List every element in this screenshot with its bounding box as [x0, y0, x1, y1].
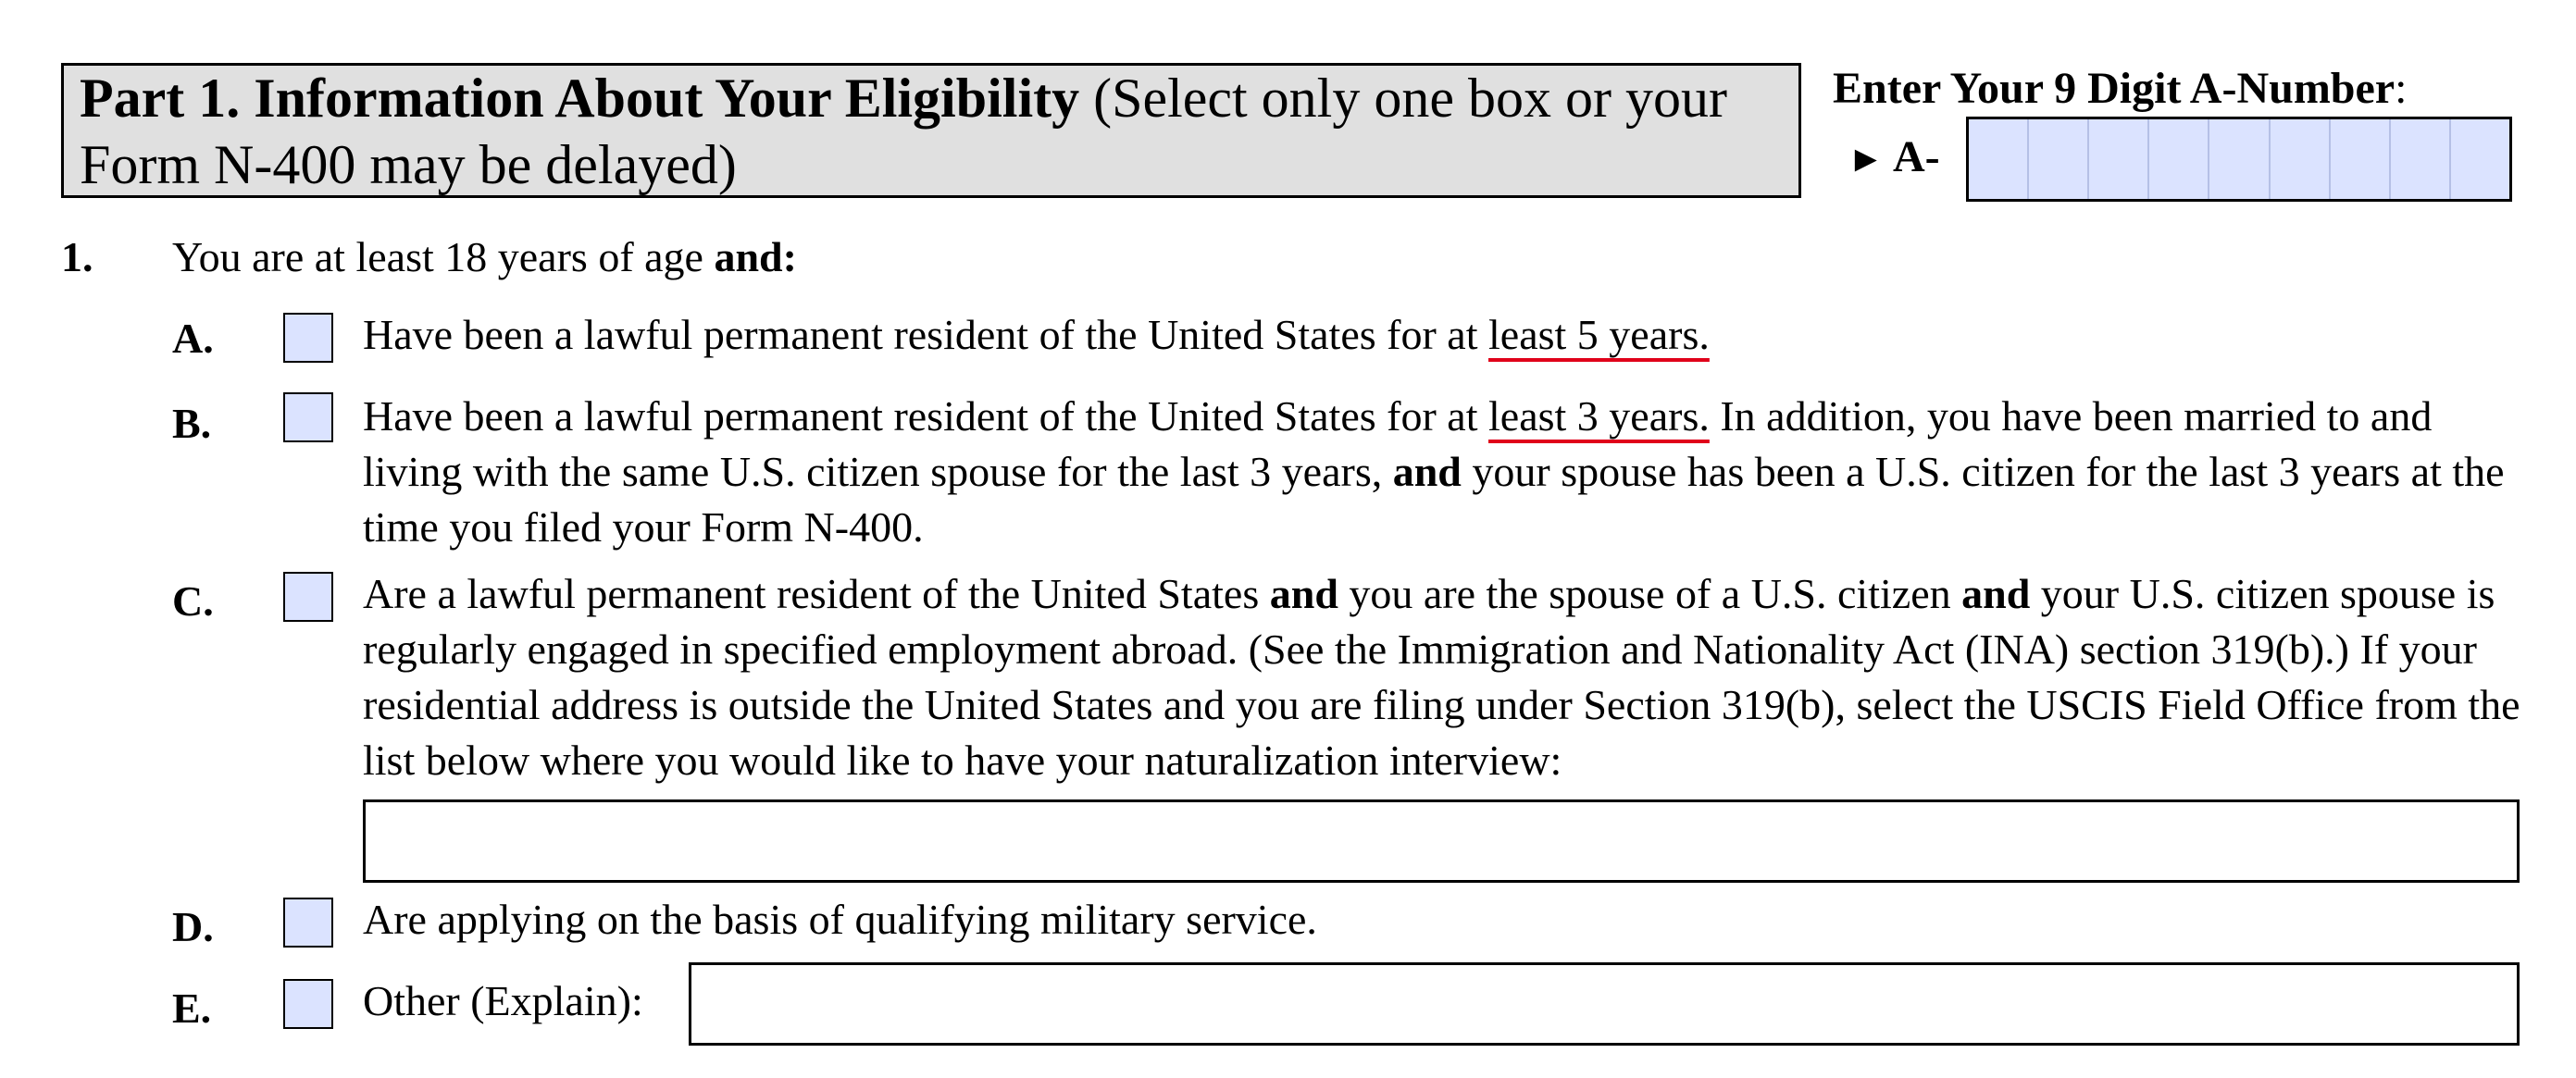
a-number-digit-cell[interactable]: [2089, 119, 2149, 199]
option-d-checkbox[interactable]: [283, 898, 333, 948]
option-c-text: [363, 566, 2538, 788]
a-number-input[interactable]: [1966, 117, 2512, 202]
option-c-text-3: your U.S. citizen spouse is regularly engaged in specified employment abroad. (See the Immigration and Nationality Act (INA) section 319(b).) If your residential address is outside the United States and you are filing under Section 319(b), select the USCIS Field Office from the list below where you would like to have your naturalization interview:: [363, 570, 2520, 784]
option-a-text-underlined: least 5 years.: [1488, 311, 1710, 358]
option-d-text: Are applying on the basis of qualifying military service.: [363, 896, 1317, 943]
a-number-label-bold: Enter Your 9 Digit A-Number: [1833, 64, 2396, 113]
arrow-right-icon: ►: [1848, 138, 1885, 180]
option-b-text-cont-2: your spouse has been a U.S. citizen for the last 3 years at the time you filed your Form N-400.: [363, 448, 2505, 551]
option-c-bold-2: and: [1961, 570, 2031, 617]
field-office-select[interactable]: [363, 799, 2520, 883]
a-number-label-colon: :: [2395, 64, 2408, 113]
option-e-text: Other (Explain):: [363, 977, 643, 1024]
option-a-checkbox[interactable]: [283, 313, 333, 363]
a-number-digit-cell[interactable]: [1969, 119, 2029, 199]
option-b-text-bold: and: [1392, 448, 1462, 495]
a-number-digit-cell[interactable]: [2271, 119, 2331, 199]
a-number-digit-cell[interactable]: [2331, 119, 2391, 199]
part-title-instruction: (Select only one box or your Form N-400 may be delayed): [80, 68, 1727, 195]
option-b-text-cont-1: In addition, you have been married to and living with the same U.S. citizen spouse for the last 3 years,: [363, 392, 2433, 495]
a-number-digit-cell[interactable]: [2391, 119, 2451, 199]
option-b-text: [363, 389, 2538, 555]
option-b-letter: B.: [172, 400, 212, 447]
a-number-digit-cell[interactable]: [2029, 119, 2089, 199]
option-c-text-1: Are a lawful permanent resident of the United States: [363, 570, 1270, 617]
option-b-text-main: Have been a lawful permanent resident of the United States for at: [363, 392, 1488, 440]
option-a-text: [363, 307, 2538, 363]
a-number-digit-cell[interactable]: [2149, 119, 2209, 199]
a-number-prefix-text: A-: [1892, 132, 1940, 181]
option-c-letter: C.: [172, 577, 214, 625]
option-e-checkbox[interactable]: [283, 979, 333, 1029]
a-number-prefix: [1848, 130, 1940, 187]
option-a-text-main: Have been a lawful permanent resident of the United States for at: [363, 311, 1488, 358]
option-d-letter: D.: [172, 903, 214, 950]
other-explain-input[interactable]: [689, 962, 2520, 1046]
option-c-text-2: you are the spouse of a U.S. citizen: [1338, 570, 1962, 617]
option-c-bold-1: and: [1269, 570, 1338, 617]
question-intro-bold: and:: [714, 233, 797, 280]
a-number-digit-cell[interactable]: [2209, 119, 2270, 199]
option-b-checkbox[interactable]: [283, 392, 333, 442]
option-c-checkbox[interactable]: [283, 572, 333, 622]
option-a-letter: A.: [172, 315, 214, 362]
question-intro-text: You are at least 18 years of age: [172, 233, 715, 280]
a-number-label: [1833, 61, 2407, 117]
a-number-digit-cell[interactable]: [2451, 119, 2509, 199]
option-b-text-underlined: least 3 years.: [1488, 392, 1710, 440]
part-title: [80, 65, 1783, 198]
question-number: 1.: [61, 233, 93, 280]
part-title-bold: Part 1. Information About Your Eligibility: [80, 68, 1080, 129]
question-intro: [172, 229, 797, 285]
option-e-letter: E.: [172, 985, 212, 1032]
